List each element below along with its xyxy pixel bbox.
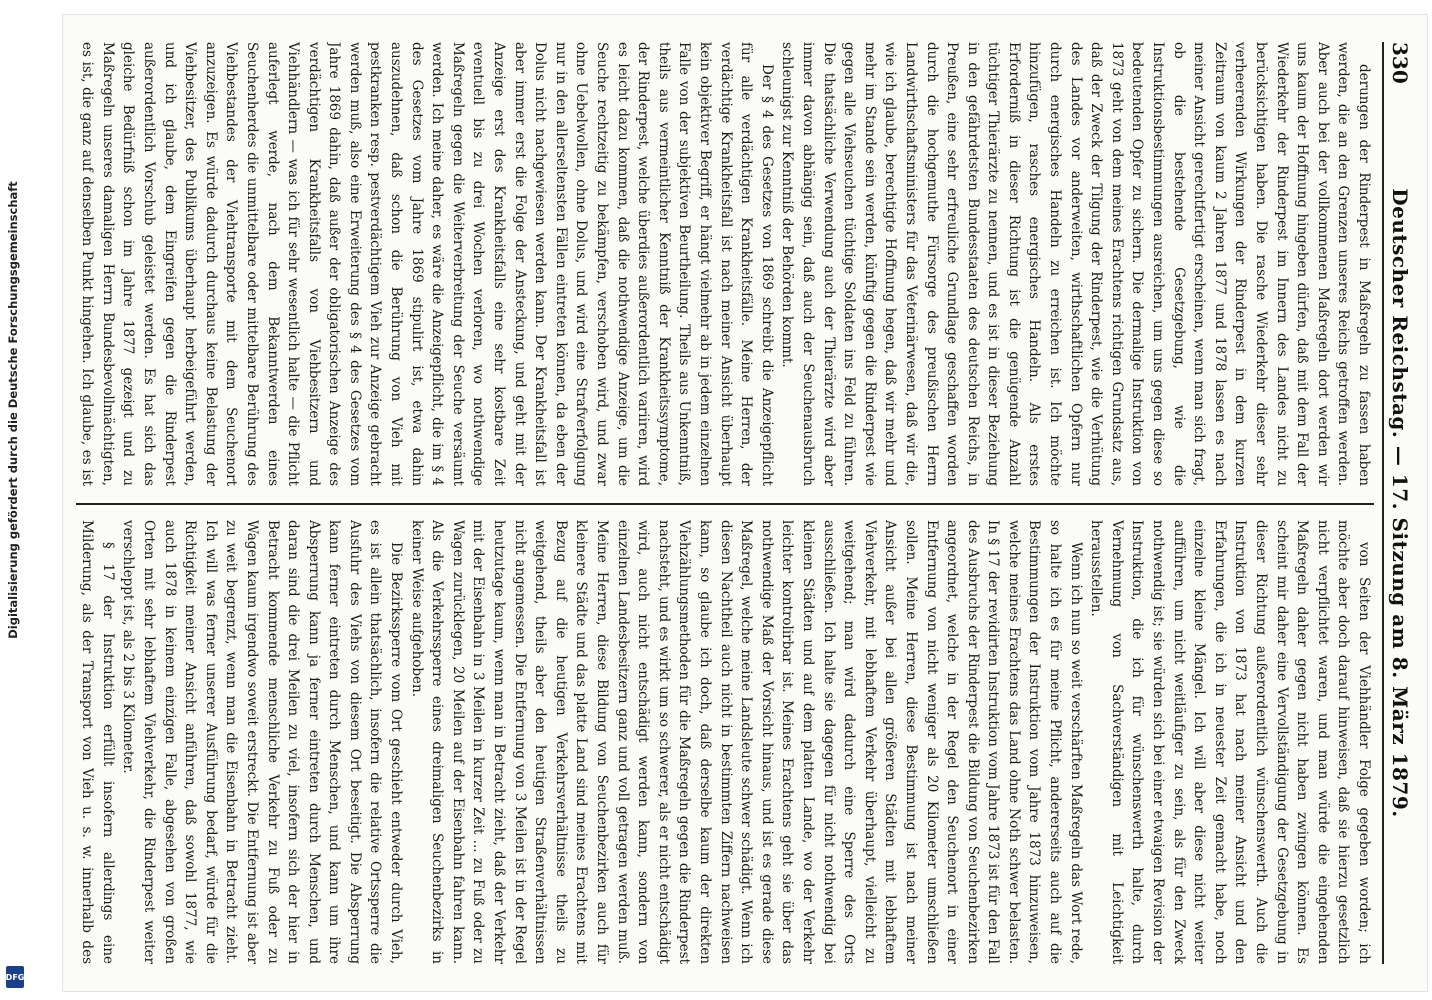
paragraph: § 17 der Instruktion erfüllt insofern allerdings eine Milderung, als der Transport von Vieh u. s. w. innerhalb des [79, 520, 116, 964]
page-number: 330 [1388, 42, 1412, 84]
rotated-page-content [62, 14, 1428, 992]
scanned-page [62, 14, 1428, 992]
page-header [1382, 42, 1418, 964]
paragraph: Der § 4 des Gesetzes von 1869 schreibt die Anzeigepflicht für alle verdächtigen Krankheitsfälle. Meine Herren, der verdächtige Krankheitsfall ist nach meiner Ansicht überhaupt kein objektiver Begriff, er hängt vielmehr ab in jedem einzelnen Falle von der subjektiven Beurtheilung. Theils aus Unkenntniß, theils aus vermeintlicher Kenntniß der Krankheitssymptome, der Rinderpest, welche überdies außerordentlich variiren, wird es leicht dazu kommen, daß die nothwendige Anzeige, um die Seuche rechtzeitig zu bekämpfen, verschoben wird, und zwar ohne Uebelwollen, ohne Dolus, und wird eine Strafverfolgung nur in den allerseltensten Fällen eintreten können, da eben der Dolus nicht nachgewiesen werden kann. Der Krankheitsfall ist aber immer erst die Folge der Ansteckung, und geht mit der Anzeige erst des Krankheitsfalls eine sehr kostbare Zeit eventuell bis zu drei Wochen verloren, wo nothwendige Maßregeln gegen die Weiterverbreitung der Seuche versäumt werden. Ich meine daher, es wäre die Anzeigepflicht, die im § 4 des Gesetzes vom Jahre 1869 stipulirt ist, etwa dahin auszudehnen, daß schon die Berührung von Vieh mit pestkranken resp. pestverdächtigem Vieh zur Anzeige gebracht werden muß, also eine Erweiterung des § 4 des Gesetzes vom Jahre 1869 dahin, daß außer der obligatorischen Anzeige des verdächtigen Krankheitsfalls von Viehbesitzern und Viehhändlern — was ich für sehr wesentlich halte — die Pflicht auferlegt werde, nach dem Bekanntwerden eines Seuchenherdes die unmittelbare oder mittelbare Berührung des Viehbestandes der Viehtransporte mit dem Seuchenort anzuzeigen. Es würde dadurch durchaus keine Belastung der Viehbesitzer, des Publikums überhaupt herbeigeführt werden, und ich glaube, dem Eingreifen gegen die Rinderpest außerordentlich Vorschub geleistet werden. Es hat sich das gleiche Bedürfniß schon im Jahre 1877 gezeigt und zu Maßregeln unseres damaligen Herrn Bundesbevollmächtigten, es ist, die ganz auf denselben Punkt hingehen. Ich glaube, es ist [79, 42, 775, 486]
digitization-credit [2, 0, 42, 1000]
text-columns [76, 42, 1374, 964]
paragraph: Die Bezirkssperre vom Ort geschieht entweder durch Vieh, es ist allein thatsächlich, insofern die relative Ortssperre die Ausfuhr des Viehs von diesem Ort beseitigt. Die Absperrung kann ferner eintreten durch Menschen, und kann um ihre Absperrung kann ja ferner eintreten durch Menschen, und daran sind die drei Meilen zu viel, insofern sich der hier in Betracht kommende menschliche Verkehr zu Fuß oder zu Wagen kaum irgendwo soweit erstreckt. Die Entfernung ist aber zu weit begrenzt, wenn man die Eisenbahn in Betracht zieht. Ich will was ferner unserer Ausführung bedarf, würde für die Richtigkeit meiner Ansicht anführen, daß sowohl 1877, wie auch 1878 in keinem einzigen Falle, abgesehen von großen Orten mit sehr lebhaftem Viehverkehr, die Rinderpest weiter verschleppt ist, als 2 bis 3 Kilometer. [120, 520, 405, 964]
column-divider [76, 503, 1374, 505]
credit-text: Digitalisierung gefördert durch die Deutsche Forschungsgemeinschaft [6, 181, 20, 639]
paragraph: von Seiten der Viehhändler Folge gegeben worden; ich möchte aber doch darauf hinweisen, daß sie hierzu gesetzlich nicht verpflichtet waren, und man würde die eingehenden Maßregeln daher gegen nicht haben zwingen können. Es scheint mir daher eine Vervollständigung der Gesetzgebung in dieser Richtung außerordentlich wünschenswerth. Auch die Instruktion von 1873 hat nach meiner Ansicht und den Erfahrungen, die ich in neuester Zeit gemacht habe, noch einzelne kleine Mängel. Ich will aber diese nicht weiter aufführen, um nicht weitläufiger zu sein, als für den Zweck nothwendig ist; sie würden sich bei einer etwaigen Revision der Instruktion, die ich für wünschenswerth halte, durch Vernehmung von Sachverständigen mit Leichtigkeit herausstellen. [1088, 520, 1372, 964]
paragraph: derungen der Rinderpest in Maßregeln zu fassen haben werden, die an den Grenzen unseres Reichs getroffen werden. Aber auch bei der vollkommenen Maßregeln dort werden wir uns kaum der Hoffnung hingeben dürfen, daß mit dem Fall der Wiederkehr der Rinderpest im Innern des Landes nicht zu berücksichtigen haben. Die rasche Wiederkehr dieser sehr verheerenden Wirkungen der Rinderpest in dem kurzen Zeitraum von kaum 2 Jahren 1877 und 1878 lassen es nach meiner Ansicht gerechtfertigt erscheinen, wenn man sich fragt, ob die bestehende Gesetzgebung, wie die Instruktionsbestimmungen ausreichen, um uns gegen diese so bedeutenden Opfer zu sichern. Die dermalige Instruktion von 1873 geht von dem meines Erachtens richtigen Grundsatz aus, daß der Zweck der Tilgung der Rinderpest, wie die Verhütung des Landes vor anderweiten, wirthschaftlichen Opfern nur durch energisches Handeln zu erreichen ist. Ich möchte hinzufügen, rasches energisches Handeln. Als erstes Erforderniß in dieser Richtung ist die genügende Anzahl tüchtiger Thierärzte zu nennen, und es ist in dieser Beziehung in den gefährdetsten Bundesstaaten des deutschen Reichs, in Preußen, eine sehr erfreuliche Grundlage geschaffen worden durch die hochgemuthe Fürsorge des preußischen Herrn Landwirthschaftsministers für das Veterinärwesen, daß wir die, wie ich glaube, berechtigte Hoffnung hegen, daß wir mehr und mehr im Stande sein werden, künftig gegen die Rinderpest wie gegen alle Viehseuchen tüchtige Soldaten ins Feld zu führen. Die thatsächliche Verwendung auch der Thierärzte wird aber immer davon abhängig sein, daß auch der Seuchenausbruch schleunigst zur Kenntniß der Behörden kommt. [779, 42, 1372, 486]
left-column [76, 42, 1374, 486]
right-column [76, 520, 1374, 964]
dfg-logo: DFG [6, 966, 24, 988]
page-title: Deutscher Reichstag. — 17. Sitzung am 8. März 1879. [1388, 188, 1412, 818]
paragraph: Wenn ich nun so weit verschärften Maßregeln das Wort rede, so halte ich es für meine Pflicht, andererseits auch auf die Bestimmungen der Instruktion vom Jahre 1873 hinzuweisen, welche meines Erachtens das Land ohne Noth schwer belasten. In § 17 der revidirten Instruktion vom Jahre 1873 ist für den Fall des Ausbruchs der Rinderpest die Bildung von Seuchenbezirken angeordnet, welche in der Regel den Seuchenort in einer Entfernung von nicht weniger als 20 Kilometer umschließen sollen. Meine Herren, diese Bestimmung ist nach meiner Ansicht außer bei allen größeren Städten mit lebhaftem Viehverkehr, mit lebhaftem Verkehr überhaupt, vielleicht zu weitgehend; man wird dadurch eine Sperre des Orts ausschließen. Ich halte sie dagegen für nicht nothwendig bei kleinen Städten und auf dem platten Lande, wo der Verkehr leichter kontrolirbar ist. Meines Erachtens geht sie über das nothwendige Maß der Vorsicht hinaus, und ist es gerade diese Maßregel, welche meine Landsleute schwer schädigt. Wenn ich diesen Nachtheil auch nicht in bestimmten Ziffern nachweisen kann, so glaube ich doch, daß derselbe kaum der direkten Viehzählungsmethoden für die Maßregeln gegen die Rinderpest nachsteht, und es wirkt um so schwerer, als er nicht entschädigt wird, auch nicht entschädigt werden kann, sondern von einzelnen Landesbesitzern ganz und voll getragen werden muß. Meine Herren, diese Bildung von Seuchenbezirken auch für kleinere Städte und das platte Land sind meines Erachtens mit Bezug auf die heutigen Verkehrsverhältnisse theils zu weitgehend, theils aber den heutigen Straßenverhältnissen nicht angemessen. Die Entfernung von 3 Meilen ist in der Regel heutzutage kaum, wenn man in Betracht zieht, daß der Verkehr mit der Eisenbahn in 3 Meilen in kurzer Zeit ... zu Fuß oder zu Wagen zurücklegen, 20 Meilen auf der Eisenbahn fahren kann. Als die Verkehrssperre eines dreimaligen Seuchenbezirks in keiner Weise aufgehoben. [408, 520, 1084, 964]
